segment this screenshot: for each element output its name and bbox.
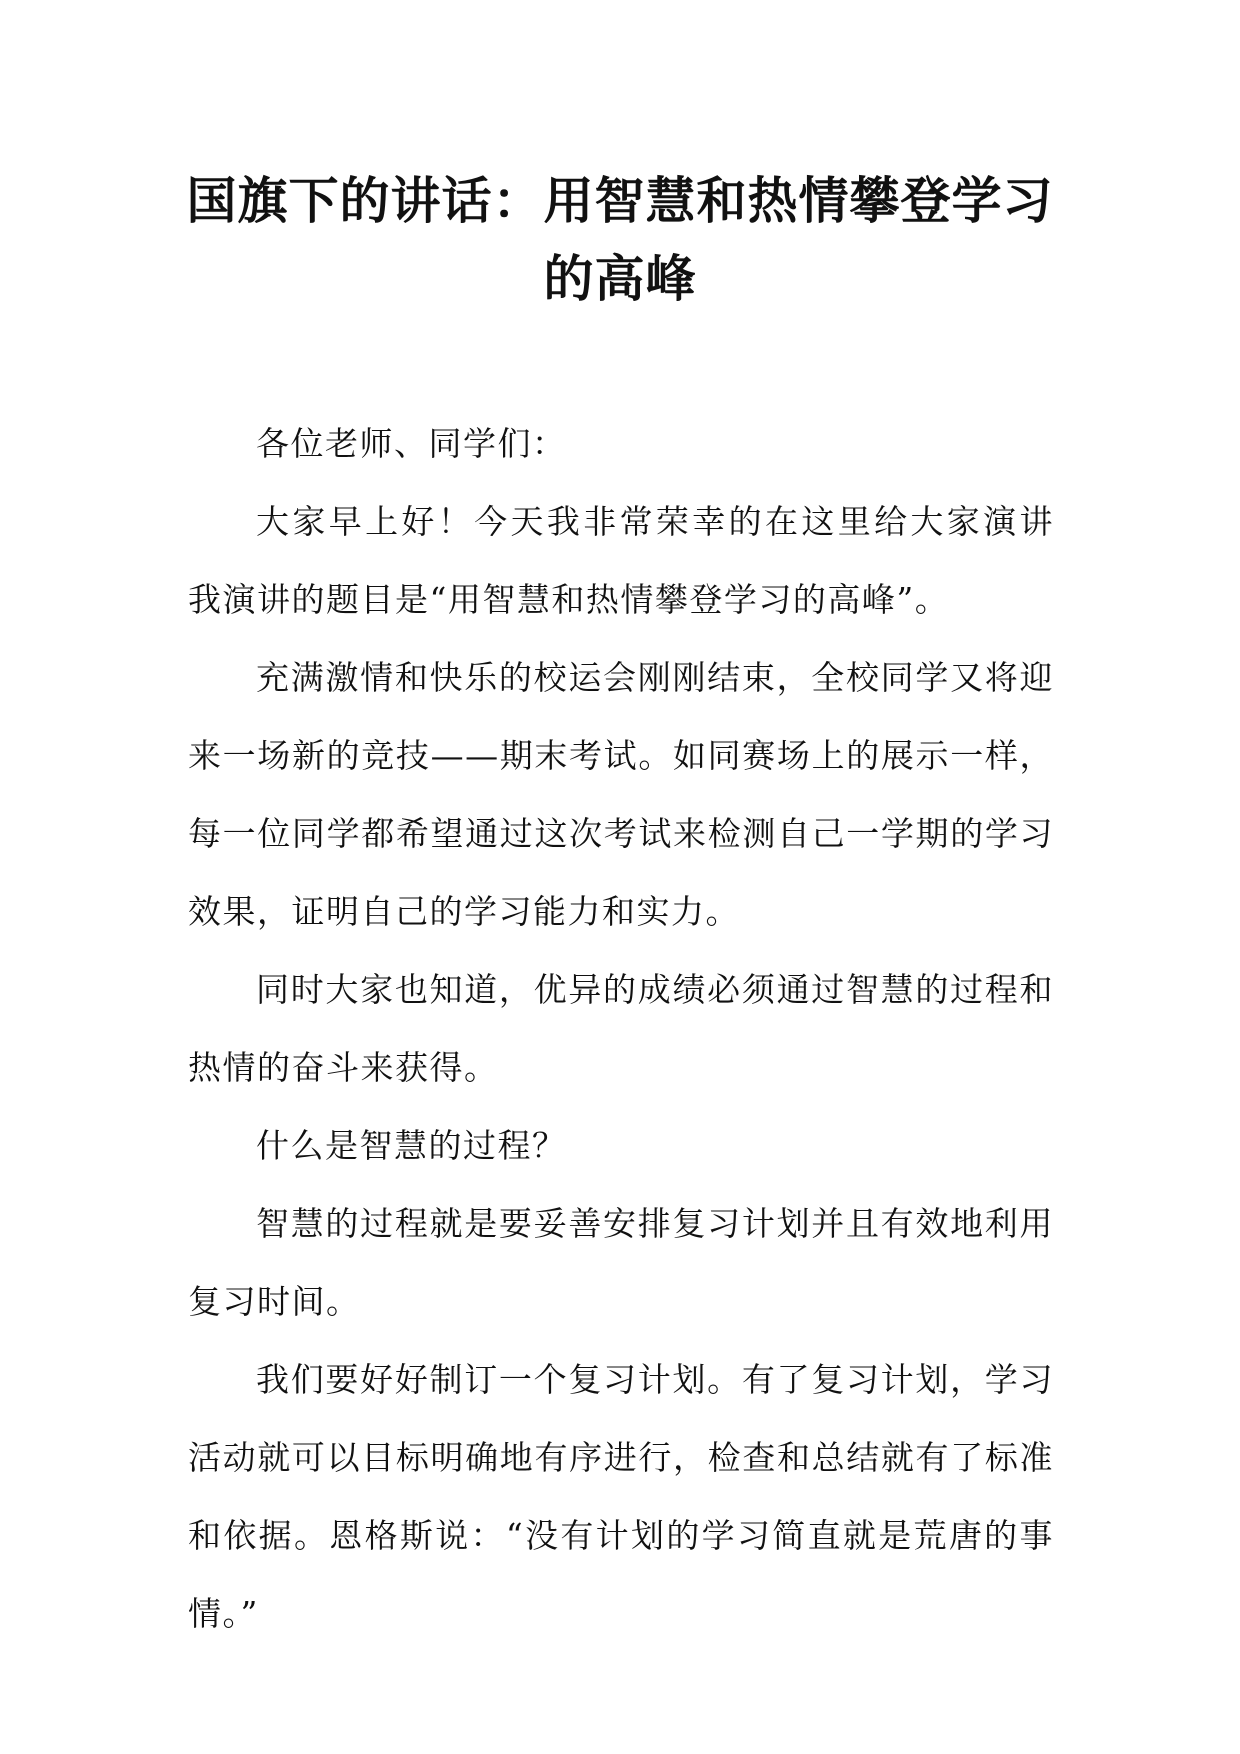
- paragraph-wisdom-process: 智慧的过程就是要妥善安排复习计划并且有效地利用复习时间。: [188, 1204, 1054, 1321]
- paragraph-exam-intro: 充满激情和快乐的校运会刚刚结束，全校同学又将迎来一场新的竞技——期末考试。如同赛场上的展示一样，每一位同学都希望通过这次考试来检测自己一学期的学习效果，证明自己的学习能力和实力。: [188, 658, 1054, 931]
- paragraph-opening: 大家早上好！今天我非常荣幸的在这里给大家演讲 我演讲的题目是“用智慧和热情攀登学习的高峰”。: [188, 502, 1054, 619]
- paragraph-greeting: 各位老师、同学们：: [256, 424, 567, 463]
- paragraph-wisdom-passion: 同时大家也知道，优异的成绩必须通过智慧的过程和热情的奋斗来获得。: [188, 970, 1054, 1087]
- paragraph-review-plan: 我们要好好制订一个复习计划。有了复习计划，学习活动就可以目标明确地有序进行，检查和总结就有了标准和依据。恩格斯说：“没有计划的学习简直就是荒唐的事情。”: [188, 1360, 1054, 1633]
- document-body: [188, 405, 1054, 1653]
- document-title: 国旗下的讲话：用智慧和热情攀登学习的高峰: [186, 172, 1054, 308]
- paragraph-question: 什么是智慧的过程？: [256, 1126, 567, 1165]
